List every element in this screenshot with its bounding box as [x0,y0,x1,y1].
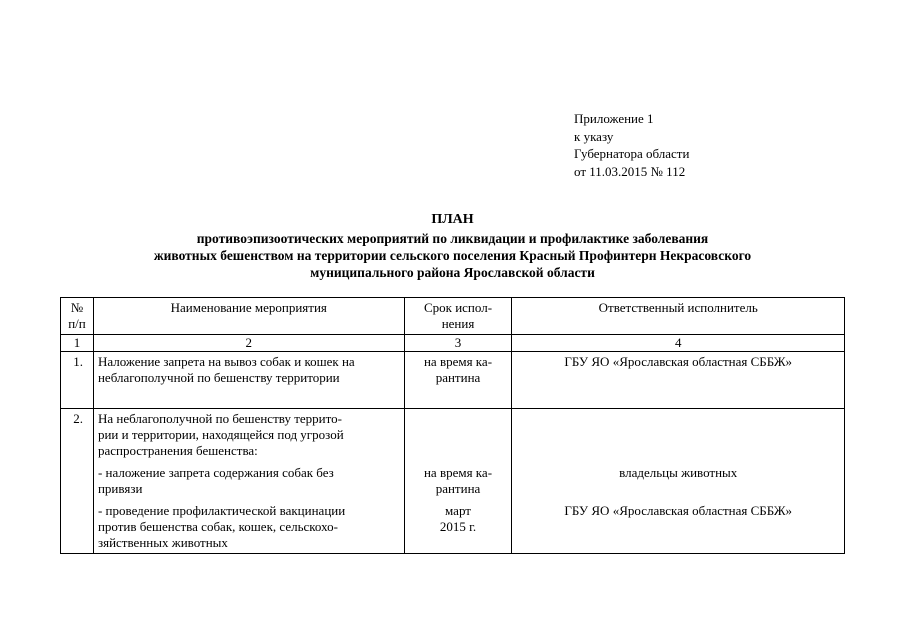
measure-item: - наложение запрета содержания собак без привязи [97,465,334,496]
appendix-block [574,110,689,180]
table-row [61,409,845,554]
colnum: 2 [93,335,404,352]
measures-table [60,297,845,554]
appendix-line: Губернатора области [574,146,690,161]
colnum: 3 [404,335,512,352]
doc-title: ПЛАН [431,212,474,227]
appendix-line: к указу [574,128,614,144]
row-responsible: владельцы животных ГБУ ЯО «Ярославская областная СББЖ» [512,409,845,554]
row-number: 2. [61,409,94,554]
colnum: 4 [512,335,845,352]
row-number: 1. [61,352,94,409]
appendix-date: от 11.03.2015 № 112 [574,163,686,179]
measure-intro: На неблагополучной по бешенству террито- рии и территории, находящейся под угрозой распространения бешенства: [97,411,344,458]
row-measure [93,409,404,554]
row-responsible: ГБУ ЯО «Ярославская областная СББЖ» [512,352,845,409]
subtitle-line: противоэпизоотических мероприятий по ликвидации и профилактике заболевания [196,231,709,246]
header-name: Наименование мероприятия [93,298,404,335]
column-number-row [61,335,845,352]
header-responsible: Ответственный исполнитель [512,298,845,335]
header-term: Срок испол- нения [404,298,512,335]
row-term: на время ка- рантина март 2015 г. [404,409,512,554]
header-num: № п/п [61,298,94,335]
doc-subtitle [60,230,845,281]
subtitle-line: муниципального района Ярославской области [310,265,595,280]
subtitle-line: животных бешенством на территории сельского поселения Красный Профинтерн Некрасовского [153,248,752,263]
appendix-line: Приложение 1 [574,111,654,126]
measure-item: - проведение профилактической вакцинации против бешенства собак, кошек, сельскохо- зяйственных животных [97,503,346,550]
row-measure: Наложение запрета на вывоз собак и кошек на неблагополучной по бешенству территории [93,352,404,409]
table-row [61,352,845,409]
row-term: на время ка- рантина [404,352,512,409]
table-header-row [61,298,845,335]
colnum: 1 [61,335,94,352]
